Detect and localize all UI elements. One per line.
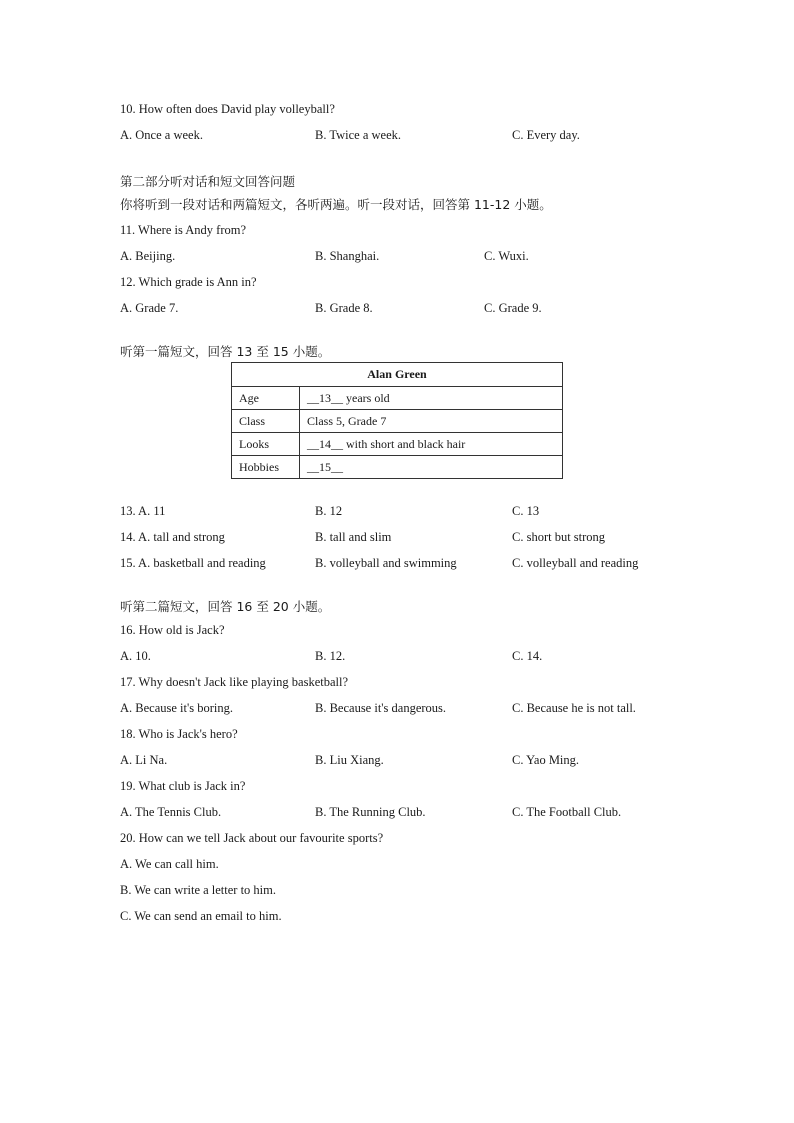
question-16: 16. How old is Jack?: [120, 623, 225, 637]
table-value: __14__ with short and black hair: [300, 433, 563, 456]
question-20: 20. How can we tell Jack about our favourite sports?: [120, 831, 384, 845]
question-17: 17. Why doesn't Jack like playing basketball?: [120, 675, 349, 689]
table-key: Age: [232, 387, 300, 410]
q15-option-a: 15. A. basketball and reading: [120, 556, 266, 570]
table-row: [232, 387, 563, 410]
q19-option-a: A. The Tennis Club.: [120, 805, 222, 819]
part2-instruction: 你将听到一段对话和两篇短文，各听两遍。听一段对话，回答第 11-12 小题。: [120, 197, 552, 212]
q20-option-a: A. We can call him.: [120, 857, 219, 871]
q17-option-a: A. Because it's boring.: [120, 701, 233, 715]
question-10: 10. How often does David play volleyball?: [120, 102, 335, 116]
q15-option-c: C. volleyball and reading: [512, 556, 639, 570]
table-value: __15__: [300, 456, 563, 479]
q16-option-c: C. 14.: [512, 649, 543, 663]
alan-green-table: [231, 362, 563, 479]
q10-option-c: C. Every day.: [512, 128, 580, 142]
q13-option-c: C. 13: [512, 504, 540, 518]
question-18: 18. Who is Jack's hero?: [120, 727, 238, 741]
q17-option-c: C. Because he is not tall.: [512, 701, 636, 715]
q19-option-b: B. The Running Club.: [315, 805, 426, 819]
table-key: Hobbies: [232, 456, 300, 479]
table-row: [232, 456, 563, 479]
q15-option-b: B. volleyball and swimming: [315, 556, 457, 570]
q14-option-a: 14. A. tall and strong: [120, 530, 225, 544]
q20-option-b: B. We can write a letter to him.: [120, 883, 277, 897]
q13-option-b: B. 12: [315, 504, 343, 518]
q14-option-c: C. short but strong: [512, 530, 606, 544]
q18-option-b: B. Liu Xiang.: [315, 753, 384, 767]
table-value: Class 5, Grade 7: [300, 410, 563, 433]
table-row: [232, 433, 563, 456]
question-11: 11. Where is Andy from?: [120, 223, 247, 237]
q16-option-a: A. 10.: [120, 649, 151, 663]
q10-option-b: B. Twice a week.: [315, 128, 402, 142]
q18-option-c: C. Yao Ming.: [512, 753, 580, 767]
table-value: __13__ years old: [300, 387, 563, 410]
q11-option-b: B. Shanghai.: [315, 249, 380, 263]
part2-title: 第二部分听对话和短文回答问题: [120, 174, 296, 189]
q20-option-c: C. We can send an email to him.: [120, 909, 282, 923]
passage1-instruction: 听第一篇短文，回答 13 至 15 小题。: [120, 344, 331, 359]
q17-option-b: B. Because it's dangerous.: [315, 701, 447, 715]
question-12: 12. Which grade is Ann in?: [120, 275, 257, 289]
table-key: Class: [232, 410, 300, 433]
q11-option-c: C. Wuxi.: [484, 249, 529, 263]
table-title: Alan Green: [232, 363, 563, 387]
q14-option-b: B. tall and slim: [315, 530, 392, 544]
q13-option-a: 13. A. 11: [120, 504, 166, 518]
q11-option-a: A. Beijing.: [120, 249, 176, 263]
q18-option-a: A. Li Na.: [120, 753, 168, 767]
q12-option-c: C. Grade 9.: [484, 301, 542, 315]
q19-option-c: C. The Football Club.: [512, 805, 622, 819]
table-key: Looks: [232, 433, 300, 456]
q12-option-a: A. Grade 7.: [120, 301, 179, 315]
question-19: 19. What club is Jack in?: [120, 779, 246, 793]
q16-option-b: B. 12.: [315, 649, 346, 663]
q12-option-b: B. Grade 8.: [315, 301, 373, 315]
passage2-instruction: 听第二篇短文，回答 16 至 20 小题。: [120, 599, 331, 614]
table-row: [232, 410, 563, 433]
q10-option-a: A. Once a week.: [120, 128, 203, 142]
